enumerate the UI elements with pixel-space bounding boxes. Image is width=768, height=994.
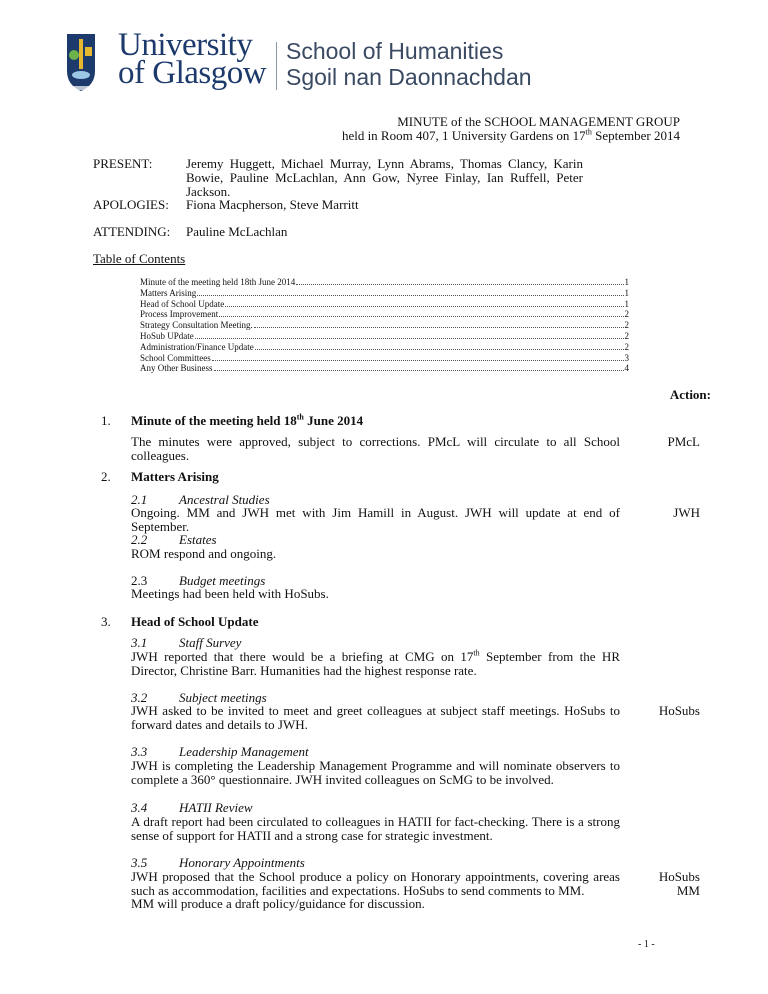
text: JWH reported that there would be a briefing at CMG on 17	[131, 649, 474, 664]
subsection-2-3-text: Meetings had been held with HoSubs.	[131, 586, 329, 601]
table-of-contents	[140, 277, 629, 374]
subsection-2-2-title	[131, 533, 217, 547]
action-pmcl: PMcL	[667, 434, 700, 449]
subsection-title: Estates	[179, 532, 217, 547]
toc-entry[interactable]	[140, 363, 629, 374]
toc-entry[interactable]	[140, 277, 629, 288]
subsection-number: 2.2	[131, 532, 148, 547]
toc-entry-label: Matters Arising	[140, 287, 197, 298]
action-jwh: JWH	[673, 505, 700, 520]
toc-entry-label: Any Other Business	[140, 363, 213, 374]
toc-entry-page: 1	[624, 277, 629, 287]
title-sup: th	[296, 412, 304, 422]
section-1-text: The minutes were approved, subject to corrections. PMcL will circulate to all School colleagues.	[131, 434, 620, 463]
toc-entry[interactable]	[140, 288, 629, 299]
university-crest-icon	[66, 33, 96, 93]
toc-entry-label: Strategy Consultation Meeting.	[140, 320, 253, 331]
toc-leader-dots	[254, 327, 624, 328]
toc-entry[interactable]	[140, 309, 629, 320]
toc-entry-page: 1	[624, 298, 629, 309]
toc-entry-label: Head of School Update	[140, 298, 225, 309]
attending-list: Pauline McLachlan	[186, 224, 288, 239]
toc-entry[interactable]	[140, 353, 629, 364]
subsection-3-3-title	[131, 745, 309, 759]
subsection-2-2-text: ROM respond and ongoing.	[131, 546, 277, 561]
toc-leader-dots	[197, 295, 623, 296]
subsection-3-2-text: JWH asked to be invited to meet and greet colleagues at subject staff meetings. HoSubs to forward dates and details to JWH.	[131, 703, 620, 732]
subsection-3-4-title	[131, 801, 253, 815]
toc-entry[interactable]	[140, 342, 629, 353]
logo-university: University	[118, 27, 253, 63]
subsection-title: Leadership Management	[179, 744, 309, 759]
toc-leader-dots	[225, 306, 623, 307]
title-text: Minute of the meeting held 18	[131, 413, 297, 428]
subsection-3-1-text	[131, 650, 620, 678]
subsection-title: Budget meetings	[179, 573, 266, 588]
toc-entry-page: 3	[624, 352, 629, 363]
apologies-label: APOLOGIES:	[93, 197, 169, 212]
subsection-3-5-text: JWH proposed that the School produce a policy on Honorary appointments, covering areas such as accommodation, facilities and expectations. HoSubs to send comments to MM.	[131, 869, 620, 898]
section-3-title: Head of School Update	[131, 614, 259, 629]
subsection-number: 3.5	[131, 855, 148, 870]
present-label: PRESENT:	[93, 156, 153, 171]
section-2-title: Matters Arising	[131, 469, 219, 484]
attending-label: ATTENDING:	[93, 224, 171, 239]
toc-entry-page: 2	[624, 330, 629, 341]
text-end: September from the HR Director, Christine Barr. Humanities had the highest response rate.	[131, 649, 620, 678]
subsection-3-1-title	[131, 636, 241, 650]
section-2-number: 2.	[101, 469, 111, 484]
action-hosubs: HoSubs	[658, 703, 700, 718]
toc-entry-page: 4	[624, 363, 629, 374]
logo-school-gaelic: Sgoil nan Daonnachdan	[286, 64, 532, 90]
subsection-title: Honorary Appointments	[179, 855, 305, 870]
toc-entry-label: HoSub UPdate	[140, 330, 194, 341]
title-text-end: June 2014	[303, 413, 364, 428]
title-text: held in Room 407, 1 University Gardens on 17	[341, 128, 586, 143]
toc-entry-page: 2	[624, 309, 629, 320]
toc-leader-dots	[296, 284, 623, 285]
toc-entry-label: Minute of the meeting held 18th June 2014	[140, 277, 296, 287]
action-hosubs-2: HoSubs	[658, 869, 700, 884]
section-1-title	[131, 414, 363, 428]
toc-leader-dots	[212, 360, 624, 361]
toc-leader-dots	[219, 316, 623, 317]
logo-school-name: School of Humanities	[286, 38, 504, 64]
subsection-3-3-text: JWH is completing the Leadership Management Programme and will nominate observers to complete a 360° questionnaire. JWH invited colleagues on ScMG to be involved.	[131, 758, 620, 787]
subsection-title: Subject meetings	[179, 690, 267, 705]
section-3-number: 3.	[101, 614, 111, 629]
toc-entry-page: 2	[624, 320, 629, 331]
subsection-2-1-text: Ongoing. MM and JWH met with Jim Hamill in August. JWH will update at end of September.	[131, 505, 620, 534]
toc-entry-page: 2	[624, 341, 629, 352]
toc-entry-page: 1	[624, 287, 629, 298]
section-1-number: 1.	[101, 413, 111, 428]
toc-entry-label: School Committees	[140, 352, 211, 363]
subsection-3-5-title	[131, 856, 305, 870]
text-sup: th	[473, 648, 480, 658]
toc-leader-dots	[255, 349, 624, 350]
apologies-list: Fiona Macpherson, Steve Marritt	[186, 197, 359, 212]
present-list: Jeremy Huggett, Michael Murray, Lynn Abrams, Thomas Clancy, Karin Bowie, Pauline McLachlan, Ann Gow, Nyree Finlay, Ian Ruffell, Peter Jackson.	[186, 156, 583, 199]
page-number: - 1 -	[638, 939, 655, 950]
subsection-number: 3.2	[131, 690, 148, 705]
subsection-number: 3.4	[131, 800, 148, 815]
subsection-title: Staff Survey	[179, 635, 242, 650]
title-text-end: September 2014	[591, 128, 680, 143]
subsection-title: HATII Review	[179, 800, 253, 815]
toc-entry[interactable]	[140, 331, 629, 342]
toc-entry[interactable]	[140, 320, 629, 331]
subsection-number: 3.3	[131, 744, 148, 759]
subsection-3-5-text-2: MM will produce a draft policy/guidance for discussion.	[131, 896, 425, 911]
title-sup: th	[585, 127, 592, 137]
subsection-number: 2.1	[131, 492, 148, 507]
toc-entry[interactable]	[140, 299, 629, 310]
toc-entry-label: Administration/Finance Update	[140, 341, 254, 352]
toc-heading: Table of Contents	[93, 251, 186, 266]
toc-entry-label: Process Improvement	[140, 309, 219, 320]
toc-leader-dots	[214, 370, 624, 371]
action-heading: Action:	[669, 387, 711, 402]
subsection-number: 2.3	[131, 573, 148, 588]
action-mm: MM	[676, 883, 700, 898]
subsection-3-4-text: A draft report had been circulated to colleagues in HATII for fact-checking. There is a strong sense of support for HATII and a strong case for strategic investment.	[131, 814, 620, 843]
logo-divider	[276, 42, 277, 90]
toc-leader-dots	[195, 338, 624, 339]
logo-of-glasgow: of Glasgow	[118, 55, 267, 91]
subsection-number: 3.1	[131, 635, 148, 650]
title-line-2	[342, 129, 680, 143]
title-line-1: MINUTE of the SCHOOL MANAGEMENT GROUP	[397, 114, 680, 129]
subsection-title: Ancestral Studies	[179, 492, 270, 507]
